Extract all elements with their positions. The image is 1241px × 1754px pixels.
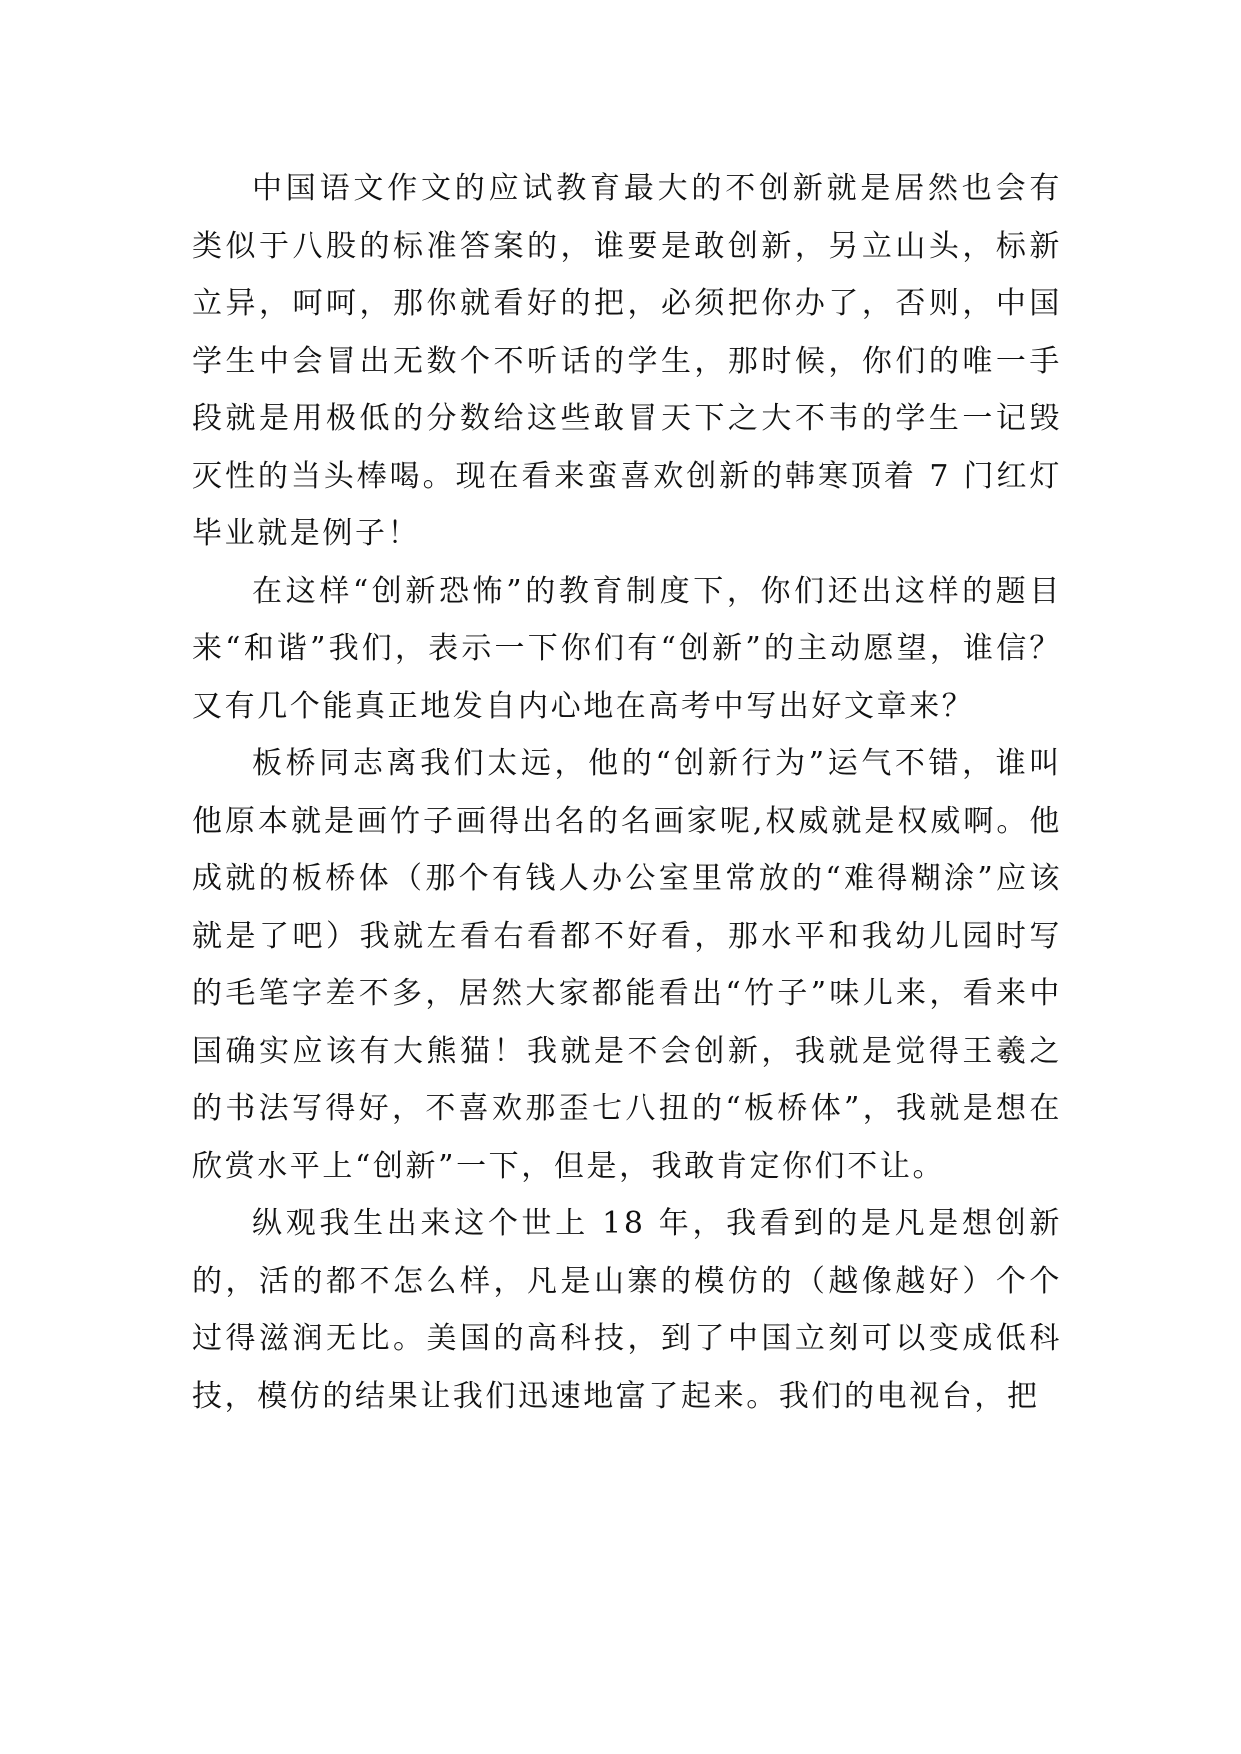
paragraph-1: 中国语文作文的应试教育最大的不创新就是居然也会有类似于八股的标准答案的，谁要是敢创新，另立山头，标新立异，呵呵，那你就看好的把，必须把你办了，否则，中国学生中会冒出无数个不听话的学生，那时候，你们的唯一手段就是用极低的分数给这些敢冒天下之大不韦的学生一记毁灭性的当头棒喝。现在看来蛮喜欢创新的韩寒顶着 7 门红灯毕业就是例子！ [192, 171, 1062, 551]
paragraph-2: 在这样“创新恐怖”的教育制度下，你们还出这样的题目来“和谐”我们，表示一下你们有“创新”的主动愿望，谁信？又有几个能真正地发自内心地在高考中写出好文章来？ [192, 573, 1062, 724]
document-body [192, 160, 1062, 1425]
paragraph-3: 板桥同志离我们太远，他的“创新行为”运气不错，谁叫他原本就是画竹子画得出名的名画家呢,权威就是权威啊。他成就的板桥体（那个有钱人办公室里常放的“难得糊涂”应该就是了吧）我就左看右看都不好看，那水平和我幼儿园时写的毛笔字差不多，居然大家都能看出“竹子”味儿来，看来中国确实应该有大熊猫！我就是不会创新，我就是觉得王羲之的书法写得好，不喜欢那歪七八扭的“板桥体”，我就是想在欣赏水平上“创新”一下，但是，我敢肯定你们不让。 [192, 746, 1062, 1184]
paragraph-4: 纵观我生出来这个世上 18 年，我看到的是凡是想创新的，活的都不怎么样，凡是山寨的模仿的（越像越好）个个过得滋润无比。美国的高科技，到了中国立刻可以变成低科技，模仿的结果让我们迅速地富了起来。我们的电视台，把 [192, 1206, 1062, 1414]
